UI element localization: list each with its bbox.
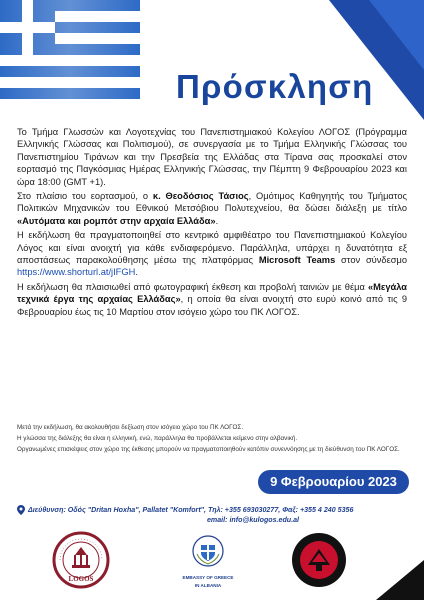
- platform-name: Microsoft Teams: [258, 255, 336, 266]
- footnotes: [17, 423, 409, 456]
- corner-decoration-bottom-right: [376, 560, 424, 600]
- contact-info: [17, 505, 409, 525]
- location-pin-icon: [17, 505, 25, 515]
- paragraph-exhibition: Η εκδήλωση θα πλαισιωθεί από φωτογραφική έκθεση και προβολή ταινιών με θέμα «Μεγάλα τεχνικά έργα της αρχαίας Ελλάδας», η οποία θα είναι ανοιχτή στο ευρύ κοινό από τις 9 Φεβρουαρίου έως τις 10 Μαρτίου στον ισόγειο χώρο του ΠΚ ΛΟΓΟΣ.: [17, 281, 407, 317]
- note-language: Η γλώσσα της διάλεξης θα είναι η ελληνική, ενώ, παράλληλα θα προβάλλεται κείμενο στην αλβανική.: [17, 435, 298, 442]
- partner-logos: [40, 531, 370, 591]
- paragraph-intro: Το Τμήμα Γλωσσών και Λογοτεχνίας του Πανεπιστημιακού Κολεγίου ΛΟΓΟΣ (Πρόγραμμα Ελληνικής Γλώσσας και Πολιτισμού), σε συνεργασία με το Τμήμα Ελληνικής Γλώσσας του Πανεπιστημίου Τιράνων και την Πρεσβεία της Ελλάδας στα Τίρανα σας προσκαλεί στον εορτασμό της Παγκόσμιας Ημέρας Ελληνικής Γλώσσας, την Πέμπτη 9 Φεβρουαρίου 2023 και ώρα 18:00 (GMT +1).: [17, 127, 407, 187]
- svg-text:LOGOS: LOGOS: [68, 575, 94, 583]
- invitation-title: Πρόσκληση: [176, 68, 374, 105]
- note-reception: Μετά την εκδήλωση, θα ακολουθήσει δεξίωση στον ισόγειο χώρο του ΠΚ ΛΟΓΟΣ.: [17, 424, 244, 431]
- university-of-tirana-logo: [290, 531, 348, 589]
- email-text[interactable]: email: info@kulogos.edu.al: [206, 516, 300, 524]
- paragraph-lecture: Στο πλαίσιο του εορτασμού, ο κ. Θεοδόσιος Τάσιος, Ομότιμος Καθηγητής του Τμήματος Πολιτικών Μηχανικών του Εθνικού Μετσόβιου Πολυτεχνείου, θα δώσει διάλεξη με τίτλο «Αυτόματα και ρομπότ στην αρχαία Ελλάδα».: [17, 191, 407, 226]
- embassy-name-line2: IN ALBANIA: [194, 583, 222, 588]
- lecture-title: «Αυτόματα και ρομπότ στην αρχαία Ελλάδα»: [17, 215, 216, 226]
- event-date-badge: 9 Φεβρουαρίου 2023: [258, 470, 409, 494]
- invitation-body: [17, 126, 407, 320]
- paragraph-venue: Η εκδήλωση θα πραγματοποιηθεί στο κεντρικό αμφιθέατρο του Πανεπιστημιακού Κολεγίου Λόγος και είναι ανοιχτή για κάθε ενδιαφερόμενο. Παράλληλα, υπάρχει η δυνατότητα εξ αποστάσεως παρακολούθησης μέσω της πλατφόρμας Microsoft Teams στον σύνδεσμο https://www.shorturl.at/jIFGH.: [17, 230, 407, 278]
- embassy-of-greece-logo: [165, 534, 251, 589]
- exhibition-theme: «Μεγάλα τεχνικά έργα της αρχαίας Ελλάδας»: [17, 281, 407, 305]
- embassy-name-line1: EMBASSY OF GREECE: [182, 575, 234, 580]
- address-text: Διεύθυνση: Οδός "Dritan Hoxha", Pallatet "Komfort", Τηλ: +355 693030277, Φαξ: +355 4 240 5356: [28, 506, 354, 514]
- speaker-name: κ. Θεοδόσιος Τάσιος: [152, 191, 249, 202]
- note-visits: Οργανωμένες επισκέψεις στον χώρο της έκθεσης μπορούν να πραγματοποιηθούν κατόπιν συνεννόησης με τη διεύθυνση του ΠΚ ΛΟΓΟΣ.: [17, 446, 400, 453]
- greek-flag-image: [0, 0, 140, 100]
- corner-decoration-top-right-inner: [369, 0, 424, 70]
- teams-link[interactable]: https://www.shorturl.at/jIFGH: [17, 267, 136, 278]
- kolegji-logos-logo: [52, 531, 110, 589]
